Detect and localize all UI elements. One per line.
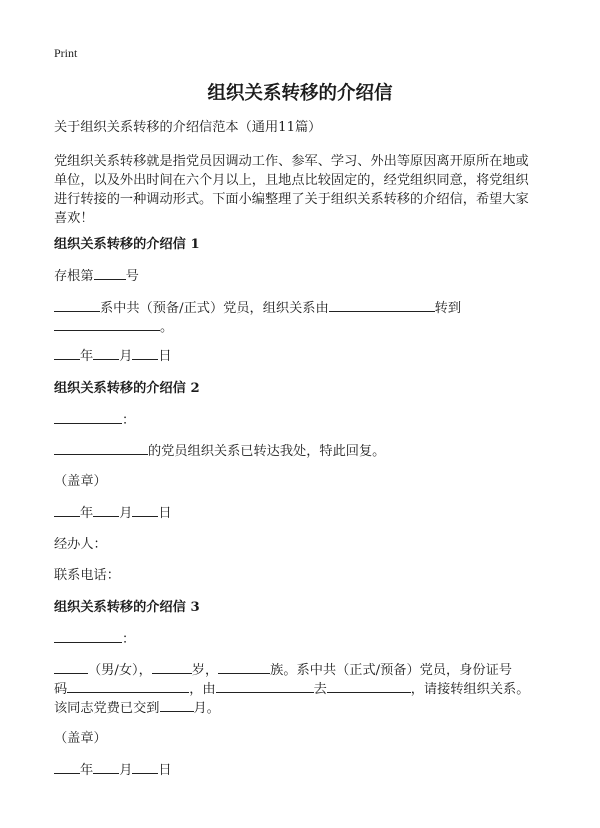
- day-blank[interactable]: [132, 760, 158, 774]
- letter2-colon: ：: [122, 413, 136, 428]
- letter2-date: [54, 503, 560, 523]
- year-blank[interactable]: [54, 503, 80, 517]
- date-month-label: 月: [119, 506, 133, 521]
- date-year-label: 年: [80, 506, 94, 521]
- from-org-blank[interactable]: [329, 298, 435, 312]
- letter3-line-3: [54, 698, 560, 718]
- letter1-transfer-mid: 系中共（预备/正式）党员，组织关系由: [100, 301, 329, 316]
- date-day-label: 日: [158, 506, 172, 521]
- intro-line-1: 党组织关系转移就是指党员因调动工作、参军、学习、外出等原因离开原所在地或: [54, 154, 529, 169]
- page-title: 组织关系转移的介绍信: [207, 83, 393, 104]
- recipient-blank[interactable]: [54, 410, 122, 424]
- letter1-period: 。: [160, 320, 174, 335]
- letter1-stub-prefix: 存根第: [54, 269, 94, 284]
- month-blank[interactable]: [93, 503, 119, 517]
- letter2-phone: 联系电话：: [54, 568, 120, 583]
- year-blank[interactable]: [54, 346, 80, 360]
- letter3-ethnic: 族。系中共（正式/预备）党员，身份证号: [270, 663, 512, 678]
- recipient-blank[interactable]: [54, 629, 122, 643]
- ethnic-blank[interactable]: [218, 660, 270, 674]
- from-org-blank[interactable]: [216, 679, 314, 693]
- letter3-go-to: 去: [313, 682, 327, 697]
- subtitle: 关于组织关系转移的介绍信范本（通用11篇）: [54, 120, 322, 135]
- intro-line-4: 喜欢！: [54, 211, 94, 226]
- letter3-salutation: [54, 629, 560, 649]
- letter3-gender: （男/女），: [88, 663, 152, 678]
- member-name-blank[interactable]: [54, 441, 148, 455]
- letter3-heading: 组织关系转移的介绍信 3: [54, 600, 200, 615]
- letter3-by: ，由: [189, 682, 216, 697]
- letter3-age: 岁，: [191, 663, 219, 678]
- letter1-stub-suffix: 号: [125, 269, 139, 284]
- letter3-dues-prefix: 该同志党费已交到: [54, 701, 160, 716]
- name-blank[interactable]: [54, 660, 88, 674]
- letter1-transfer-line: [54, 298, 560, 318]
- day-blank[interactable]: [132, 346, 158, 360]
- letter3-id-code: 码: [54, 682, 68, 697]
- date-year-label: 年: [80, 763, 94, 778]
- letter2-received-text: 的党员组织关系已转达我处，特此回复。: [148, 444, 386, 459]
- letter3-dues-suffix: 月。: [193, 701, 220, 716]
- stub-number-blank[interactable]: [94, 266, 126, 280]
- letter2-salutation: [54, 410, 560, 430]
- intro-line-2: 单位，以及外出时间在六个月以上，且地点比较固定的，经党组织同意，将党组织: [54, 173, 529, 188]
- letter3-colon: ：: [122, 632, 136, 647]
- age-blank[interactable]: [152, 660, 192, 674]
- letter2-handler: 经办人：: [54, 537, 107, 552]
- letter3-please: ，请接转组织关系。: [410, 682, 530, 697]
- letter2-heading: 组织关系转移的介绍信 2: [54, 381, 200, 396]
- month-blank[interactable]: [93, 760, 119, 774]
- letter3-line-2: [54, 679, 560, 699]
- letter1-date: [54, 346, 560, 366]
- date-day-label: 日: [158, 763, 172, 778]
- date-year-label: 年: [80, 349, 94, 364]
- letter1-heading: 组织关系转移的介绍信 1: [54, 237, 200, 252]
- letter3-seal: （盖章）: [54, 731, 107, 746]
- to-org-blank[interactable]: [54, 317, 160, 331]
- month-blank[interactable]: [93, 346, 119, 360]
- year-blank[interactable]: [54, 760, 80, 774]
- letter2-seal: （盖章）: [54, 474, 107, 489]
- day-blank[interactable]: [132, 503, 158, 517]
- date-month-label: 月: [119, 349, 133, 364]
- letter1-transfer-to: 转到: [434, 301, 462, 316]
- letter3-line-1: [54, 660, 560, 680]
- dues-month-blank[interactable]: [160, 698, 194, 712]
- id-number-blank[interactable]: [67, 679, 189, 693]
- intro-line-3: 进行转接的一种调动形式。下面小编整理了关于组织关系转移的介绍信，希望大家: [54, 192, 529, 207]
- date-day-label: 日: [158, 349, 172, 364]
- letter1-transfer-line-2: [54, 317, 560, 337]
- letter2-body: [54, 441, 560, 461]
- to-org-blank[interactable]: [327, 679, 411, 693]
- member-name-blank[interactable]: [54, 298, 100, 312]
- letter1-stub-line: [54, 266, 560, 286]
- date-month-label: 月: [119, 763, 133, 778]
- letter3-date: [54, 760, 560, 780]
- print-link[interactable]: Print: [54, 46, 78, 60]
